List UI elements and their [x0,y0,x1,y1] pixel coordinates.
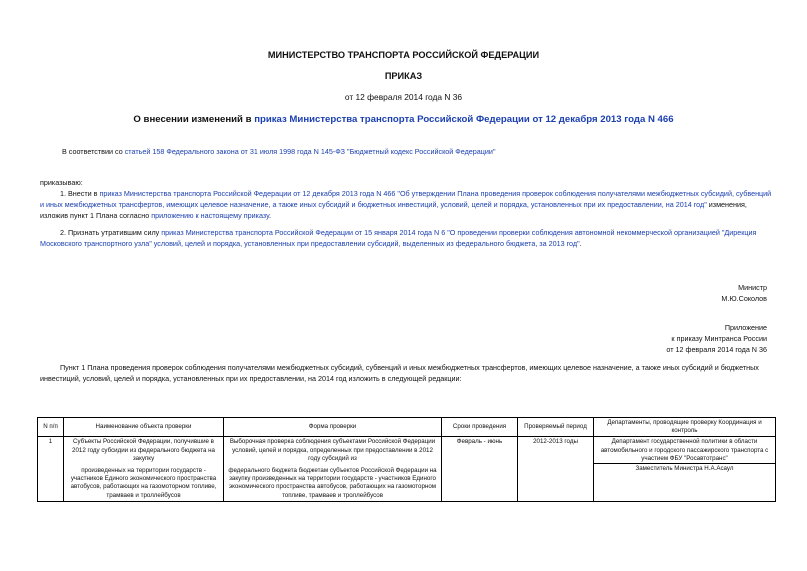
header-form: Форма проверки [224,418,442,437]
cell-period: 2012-2013 годы [518,437,594,501]
doc-type-heading: ПРИКАЗ [384,71,423,81]
cell-department-main: Департамент государственной политики в области автомобильного и городского пассажирского транспорта с участием ФБУ "Росавтотранс" [594,437,775,464]
document-title [0,114,807,125]
cell-object [64,437,224,501]
item2-link-order-6[interactable]: приказ Министерства транспорта Российской Федерации от 15 января 2014 года N 6 "О проведении проверки соблюдения автономной некоммерческой организацией "Дирекция Московского транспортного узла" условий, целей и порядка, установленных при предоставлении субсидий, выделенных из федерального бюджета, за 2013 год" [40,228,757,248]
header-object: Наименование объекта проверки [64,418,224,437]
order-item-2 [40,227,774,249]
table-header-row [38,418,776,437]
signature-name: М.Ю.Соколов [721,294,767,303]
signature-position: Министр [738,283,767,292]
item2-text-start: 2. Признать утратившим силу [60,228,162,237]
preamble [62,146,762,157]
cell-form-part-2: федерального бюджета бюджетам субъектов Российской Федерации на закупку произведенных на территории государств - участников Единого экономического пространства автобусов, работающих на газомоторном топливе, трамваев и троллейбусов [228,467,437,499]
title-link[interactable]: приказ Министерства транспорта Российской Федерации от 12 декабря 2013 года N 466 [254,114,674,125]
order-date: от 12 февраля 2014 года N 36 [344,92,463,102]
item1-link-order-466[interactable]: приказ Министерства транспорта Российской Федерации от 12 декабря 2013 года N 466 "Об утверждении Плана проведения проверок соблюдения получателями межбюджетных субсидий, субвенций и иных межбюджетных трансфертов, имеющих целевое назначение, а также иных субсидий и бюджетных инвестиций, условий, целей и порядка, установленных при их предоставлении, на 2014 год" [40,189,772,209]
cell-object-part-1: Субъекты Российской Федерации, получившие в 2012 году субсидии из федерального бюджета на закупку [72,438,215,462]
order-item-1 [40,188,774,221]
cell-department-control: Заместитель Министра Н.А.Асаул [635,465,734,473]
item1-link-appendix[interactable]: приложению к настоящему приказу [151,211,269,220]
header-number: N п/п [38,418,64,437]
cell-number: 1 [38,437,64,501]
table-row [38,437,776,501]
header-departments: Департаменты, проводящие проверку Координация и контроль [594,418,776,437]
header-terms: Сроки проведения [442,418,518,437]
cell-terms: Февраль - июнь [442,437,518,501]
cell-departments [594,437,776,501]
appendix-intro: Пункт 1 Плана проведения проверок соблюдения получателями межбюджетных субсидий, субвенций и иных межбюджетных трансфертов, имеющих целевое назначение, а также иных субсидий и бюджетных инвестиций, условий, целей и порядка, установленных при их предоставлении, на 2014 год изложить в следующей редакции: [40,363,759,383]
cell-form [224,437,442,501]
cell-form-part-1: Выборочная проверка соблюдения субъектами Российской Федерации условий, целей и порядка, определенных при предоставлении в 2012 году субсидий из [229,438,436,462]
appendix-line-2: к приказу Минтранса России [671,334,767,343]
title-prefix: О внесении изменений в [133,114,255,125]
item1-text-end: . [268,211,271,220]
item2-text-end: . [579,239,582,248]
cell-object-part-2: произведенных на территории государств - участников Единого экономического пространства автобусов, работающих на газомоторном топливе, трамваев и троллейбусов [70,467,217,499]
signature-block [721,282,767,304]
appendix-line-1: Приложение [724,323,767,332]
order-word: приказываю: [40,178,83,187]
item1-text-middle: изменения, изложив пункт 1 Плана согласно [40,200,747,220]
appendix-block [666,322,767,355]
item1-text-start: 1. Внести в [60,189,100,198]
preamble-prefix: В соответствии со [62,147,125,156]
header-period: Проверяемый период [518,418,594,437]
appendix-line-3: от 12 февраля 2014 года N 36 [666,345,767,354]
ministry-heading: МИНИСТЕРСТВО ТРАНСПОРТА РОССИЙСКОЙ ФЕДЕРАЦИИ [267,50,540,60]
preamble-link[interactable]: статьей 158 Федерального закона от 31 июля 1998 года N 145-ФЗ "Бюджетный кодекс Российской Федерации" [124,147,496,156]
inspection-plan-table [37,417,776,502]
